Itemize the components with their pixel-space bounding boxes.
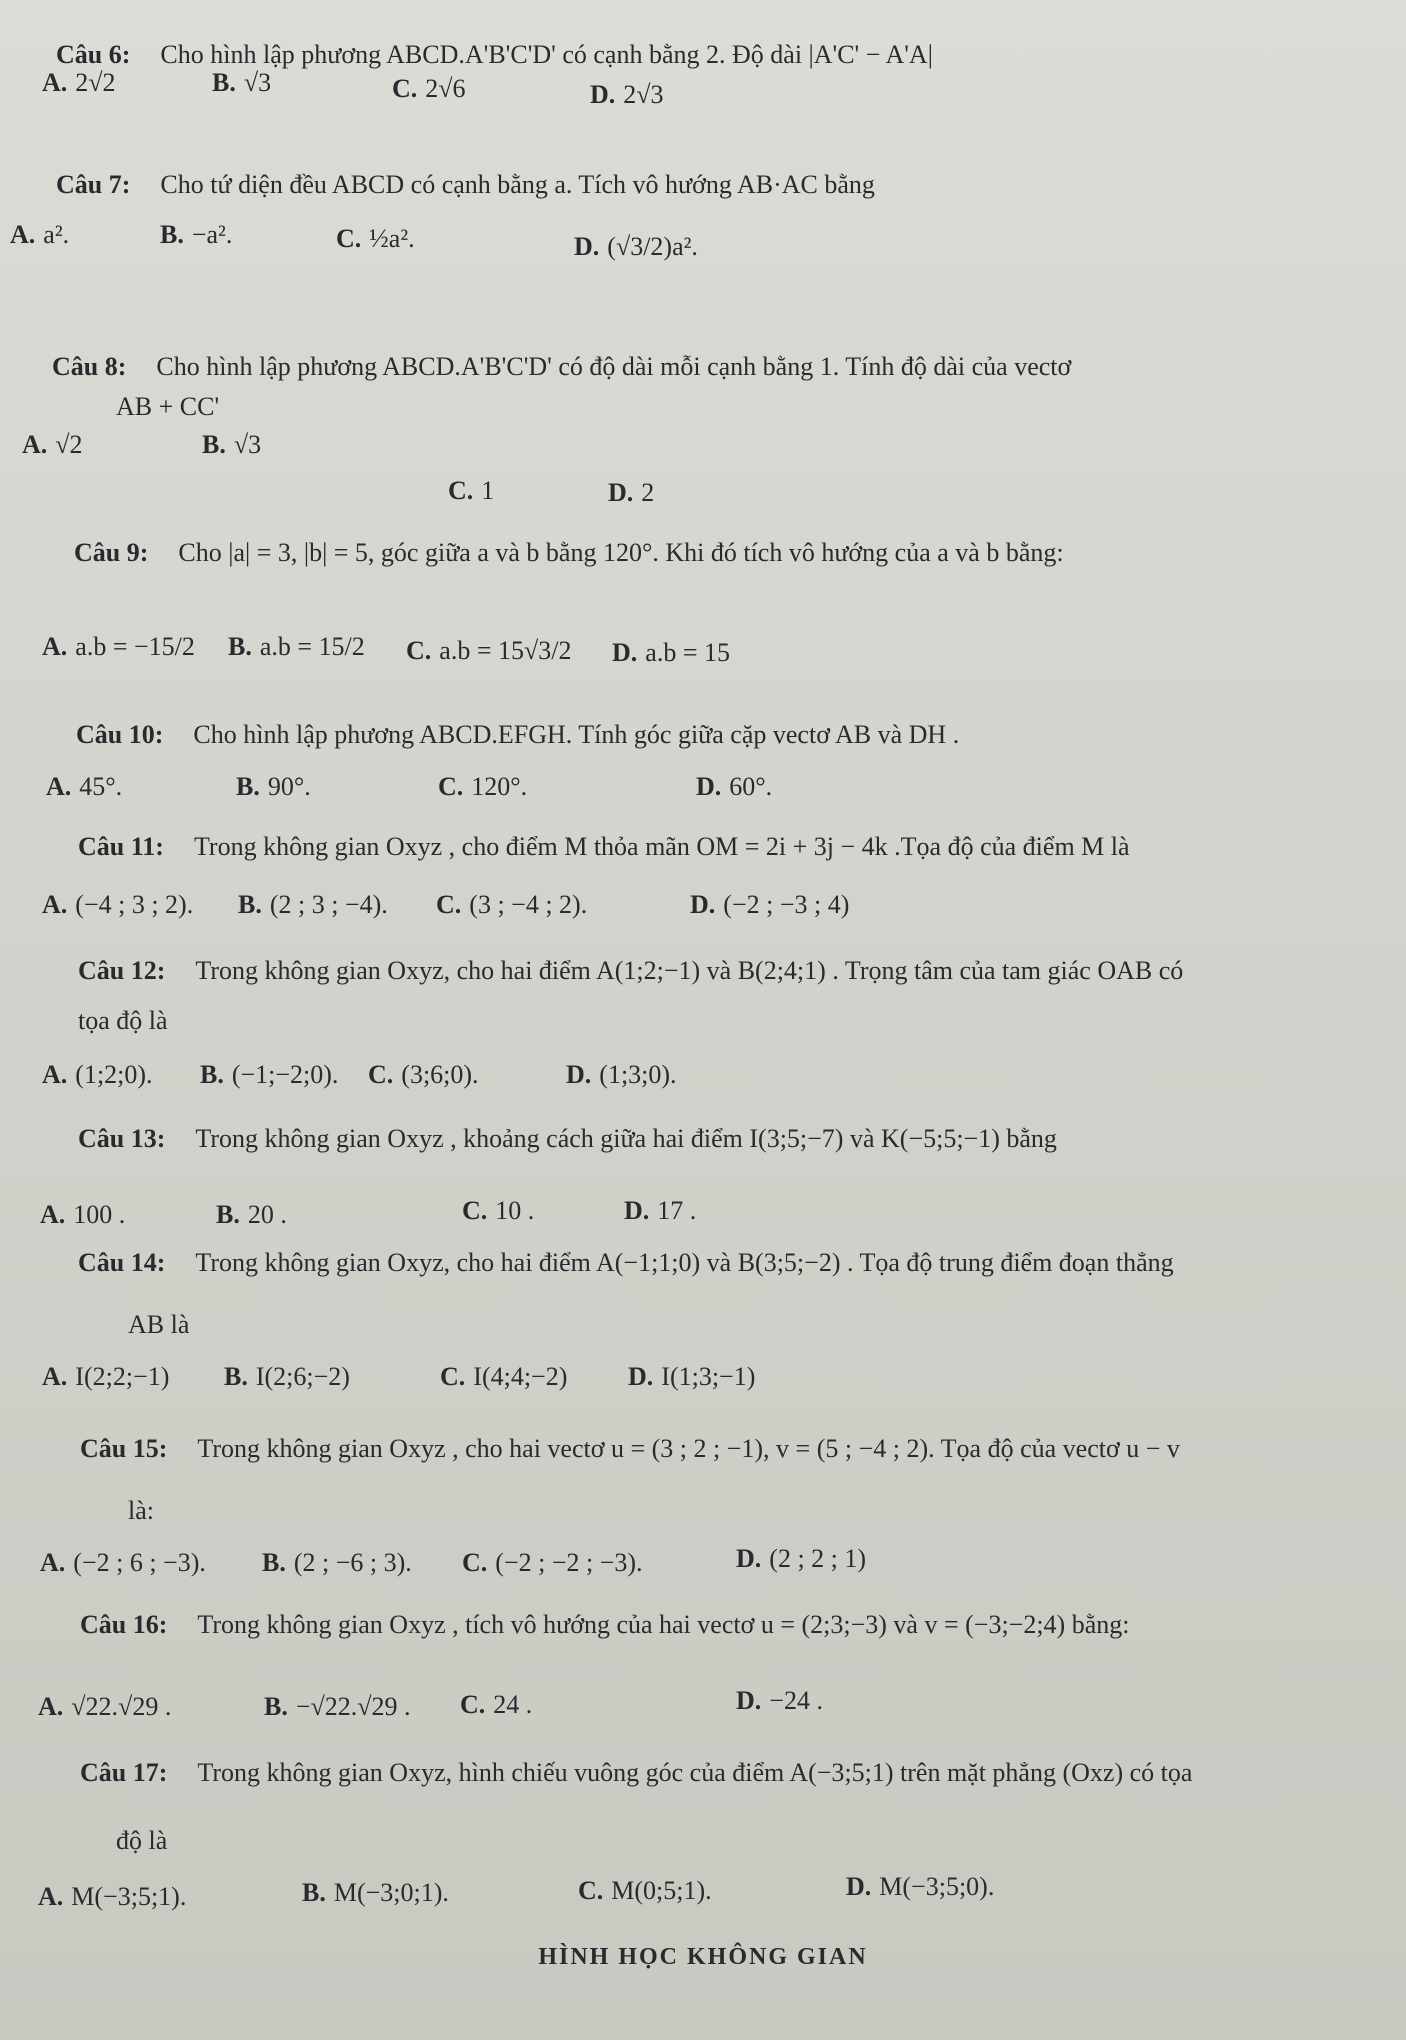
option-b: B. (2 ; 3 ; −4). bbox=[238, 890, 388, 919]
question-text: Cho hình lập phương ABCD.A'B'C'D' có độ dài mỗi cạnh bằng 1. Tính độ dài của vectơ bbox=[156, 352, 1072, 381]
question-10 bbox=[76, 718, 959, 752]
option-d: D. (1;3;0). bbox=[566, 1060, 677, 1089]
option-c: C. 10 . bbox=[462, 1196, 535, 1225]
option-a: A. (1;2;0). bbox=[42, 1060, 153, 1089]
question-label: Câu 17: bbox=[80, 1758, 168, 1787]
option-a: A. 2√2 bbox=[42, 68, 116, 97]
question-12 bbox=[78, 954, 1183, 988]
option-a: A. a². bbox=[10, 220, 70, 249]
option-a: A. a.b = −15/2 bbox=[42, 632, 195, 661]
question-text: Cho hình lập phương ABCD.EFGH. Tính góc giữa cặp vectơ AB và DH . bbox=[193, 720, 960, 749]
question-12-continued: tọa độ là bbox=[78, 1006, 168, 1035]
option-a: A. (−4 ; 3 ; 2). bbox=[42, 890, 194, 919]
option-c: C. I(4;4;−2) bbox=[440, 1362, 568, 1391]
option-c: C. 120°. bbox=[438, 772, 528, 801]
option-b: B. a.b = 15/2 bbox=[228, 632, 365, 661]
option-b: B. I(2;6;−2) bbox=[224, 1362, 350, 1391]
question-text: Cho tứ diện đều ABCD có cạnh bằng a. Tích vô hướng AB·AC bằng bbox=[160, 170, 875, 199]
question-label: Câu 16: bbox=[80, 1610, 168, 1639]
question-label: Câu 12: bbox=[78, 956, 166, 985]
option-c: C. (3 ; −4 ; 2). bbox=[436, 890, 588, 919]
option-a: A. 100 . bbox=[40, 1200, 126, 1229]
question-15-continued: là: bbox=[128, 1496, 154, 1525]
question-text: Trong không gian Oxyz , cho hai vectơ u = (3 ; 2 ; −1), v = (5 ; −4 ; 2). Tọa độ của vectơ u − v bbox=[197, 1434, 1180, 1463]
question-text: Trong không gian Oxyz, cho hai điểm A(−1;1;0) và B(3;5;−2) . Tọa độ trung điểm đoạn thẳng bbox=[195, 1248, 1174, 1277]
option-a: A. √22.√29 . bbox=[38, 1692, 172, 1721]
option-d: D. (√3/2)a². bbox=[574, 232, 698, 261]
option-b: B. √3 bbox=[202, 430, 262, 459]
option-c: C. a.b = 15√3/2 bbox=[406, 636, 572, 665]
question-9 bbox=[74, 536, 1064, 570]
option-b: B. 20 . bbox=[216, 1200, 287, 1229]
option-b: B. √3 bbox=[212, 68, 272, 97]
question-label: Câu 15: bbox=[80, 1434, 168, 1463]
option-b: B. −√22.√29 . bbox=[264, 1692, 411, 1721]
question-label: Câu 9: bbox=[74, 538, 149, 567]
question-text: Trong không gian Oxyz , cho điểm M thỏa mãn OM = 2i + 3j − 4k .Tọa độ của điểm M là bbox=[193, 832, 1130, 861]
option-a: A. 45°. bbox=[46, 772, 123, 801]
question-label: Câu 14: bbox=[78, 1248, 166, 1277]
question-text: Trong không gian Oxyz , tích vô hướng của hai vectơ u = (2;3;−3) và v = (−3;−2;4) bằng: bbox=[197, 1610, 1130, 1639]
question-text: Cho hình lập phương ABCD.A'B'C'D' có cạnh bằng 2. Độ dài |A'C' − A'A| bbox=[160, 40, 933, 69]
option-d: D. M(−3;5;0). bbox=[846, 1872, 995, 1901]
option-b: B. M(−3;0;1). bbox=[302, 1878, 449, 1907]
option-c: C. (3;6;0). bbox=[368, 1060, 479, 1089]
option-c: C. ½a². bbox=[336, 224, 415, 253]
option-b: B. (−1;−2;0). bbox=[200, 1060, 339, 1089]
question-17-continued: độ là bbox=[116, 1826, 168, 1855]
option-a: A. √2 bbox=[22, 430, 83, 459]
option-c: C. M(0;5;1). bbox=[578, 1876, 712, 1905]
option-d: D. I(1;3;−1) bbox=[628, 1362, 756, 1391]
question-7 bbox=[56, 168, 875, 202]
question-label: Câu 10: bbox=[76, 720, 164, 749]
option-a: A. I(2;2;−1) bbox=[42, 1362, 170, 1391]
question-11 bbox=[78, 830, 1130, 864]
question-text: Trong không gian Oxyz, hình chiếu vuông góc của điểm A(−3;5;1) trên mặt phẳng (Oxz) có tọa bbox=[197, 1758, 1193, 1787]
question-14-continued: AB là bbox=[128, 1310, 190, 1339]
option-b: B. (2 ; −6 ; 3). bbox=[262, 1548, 412, 1577]
question-label: Câu 11: bbox=[78, 832, 164, 861]
option-c: C. (−2 ; −2 ; −3). bbox=[462, 1548, 643, 1577]
option-d: D. −24 . bbox=[736, 1686, 823, 1715]
question-text: Trong không gian Oxyz, cho hai điểm A(1;2;−1) và B(2;4;1) . Trọng tâm của tam giác OAB có bbox=[195, 956, 1184, 985]
option-d: D. (−2 ; −3 ; 4) bbox=[690, 890, 850, 919]
question-15 bbox=[80, 1432, 1180, 1466]
question-14 bbox=[78, 1246, 1174, 1280]
question-6 bbox=[56, 38, 933, 72]
option-c: C. 2√6 bbox=[392, 74, 466, 103]
option-c: C. 1 bbox=[448, 476, 495, 505]
option-d: D. 2 bbox=[608, 478, 655, 507]
question-8-continued: AB + CC' bbox=[116, 392, 220, 421]
question-text: Trong không gian Oxyz , khoảng cách giữa hai điểm I(3;5;−7) và K(−5;5;−1) bằng bbox=[195, 1124, 1057, 1153]
option-d: D. (2 ; 2 ; 1) bbox=[736, 1544, 867, 1573]
question-16 bbox=[80, 1608, 1129, 1642]
question-13 bbox=[78, 1122, 1057, 1156]
question-text: Cho |a| = 3, |b| = 5, góc giữa a và b bằng 120°. Khi đó tích vô hướng của a và b bằng: bbox=[178, 538, 1064, 567]
option-a: A. (−2 ; 6 ; −3). bbox=[40, 1548, 206, 1577]
question-17 bbox=[80, 1756, 1192, 1790]
option-d: D. 60°. bbox=[696, 772, 773, 801]
question-8 bbox=[52, 350, 1071, 384]
option-d: D. 17 . bbox=[624, 1196, 697, 1225]
question-label: Câu 7: bbox=[56, 170, 131, 199]
option-b: B. 90°. bbox=[236, 772, 311, 801]
question-label: Câu 8: bbox=[52, 352, 127, 381]
option-d: D. 2√3 bbox=[590, 80, 664, 109]
option-b: B. −a². bbox=[160, 220, 233, 249]
option-c: C. 24 . bbox=[460, 1690, 533, 1719]
question-label: Câu 13: bbox=[78, 1124, 166, 1153]
option-a: A. M(−3;5;1). bbox=[38, 1882, 187, 1911]
option-d: D. a.b = 15 bbox=[612, 638, 730, 667]
section-footer: HÌNH HỌC KHÔNG GIAN bbox=[538, 1944, 868, 1970]
question-label: Câu 6: bbox=[56, 40, 131, 69]
